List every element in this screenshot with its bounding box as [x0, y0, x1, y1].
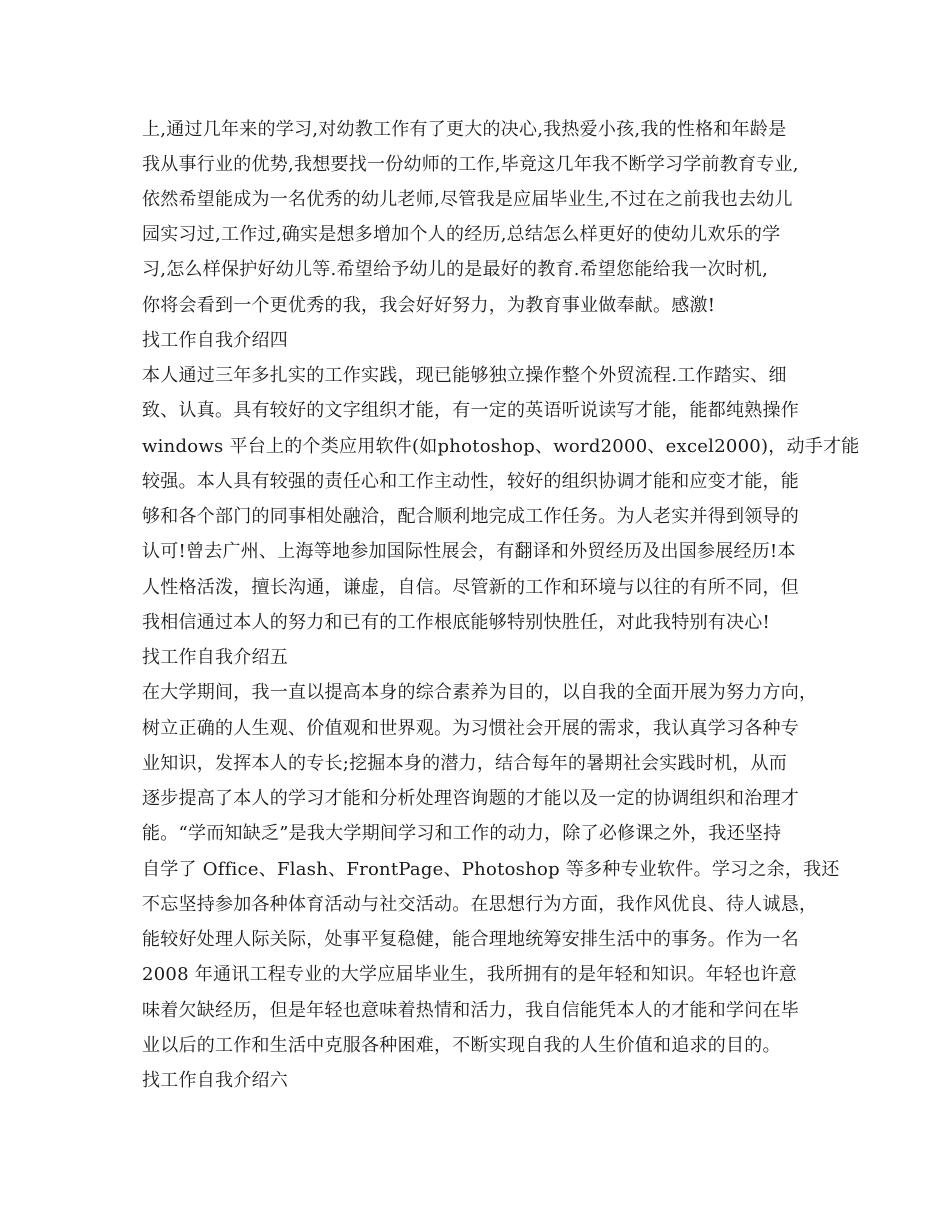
body-line: 不忘坚持参加各种体育活动与社交活动。在思想行为方面，我作风优良、待人诚恳， [142, 894, 818, 915]
section-heading: 找工作自我介绍四 [142, 330, 288, 351]
body-line: 能较好处理人际关际，处事平复稳健，能合理地统筹安排生活中的事务。作为一名 [142, 929, 799, 950]
section-heading: 找工作自我介绍六 [142, 1070, 288, 1091]
body-line: 够和各个部门的同事相处融洽，配合顺利地完成工作任务。为人老实并得到领导的 [142, 506, 799, 527]
body-line: 逐步提高了本人的学习才能和分析处理咨询题的才能以及一定的协调组织和治理才 [142, 788, 799, 809]
body-line: 我从事行业的优势,我想要找一份幼师的工作,毕竟这几年我不断学习学前教育专业, [142, 154, 799, 175]
body-line: 本人通过三年多扎实的工作实践，现已能够独立操作整个外贸流程.工作踏实、细 [142, 365, 787, 386]
body-line: 上,通过几年来的学习,对幼教工作有了更大的决心,我热爱小孩,我的性格和年龄是 [142, 119, 787, 140]
body-line: 业以后的工作和生活中克服各种困难，不断实现自我的人生价值和追求的目的。 [142, 1035, 781, 1056]
section-heading: 找工作自我介绍五 [142, 647, 288, 668]
body-line: 味着欠缺经历，但是年轻也意味着热情和活力，我自信能凭本人的才能和学问在毕 [142, 1000, 799, 1021]
body-line: 业知识，发挥本人的专长;挖掘本身的潜力，结合每年的暑期社会实践时机，从而 [142, 753, 788, 774]
body-line: 较强。本人具有较强的责任心和工作主动性，较好的组织协调才能和应变才能，能 [142, 471, 799, 492]
body-line: 人性格活泼，擅长沟通，谦虚，自信。尽管新的工作和环境与以往的有所不同，但 [142, 577, 799, 598]
body-line: 依然希望能成为一名优秀的幼儿老师,尽管我是应届毕业生,不过在之前我也去幼儿 [142, 189, 793, 210]
body-line: windows 平台上的个类应用软件(如photoshop、word2000、excel2000)，动手才能 [142, 436, 860, 457]
body-line: 自学了 Office、Flash、FrontPage、Photoshop 等多种专业软件。学习之余，我还 [142, 859, 840, 880]
body-line: 能。“学而知缺乏”是我大学期间学习和工作的动力，除了必修课之外，我还坚持 [142, 823, 782, 844]
body-line: 在大学期间，我一直以提高本身的综合素养为目的，以自我的全面开展为努力方向， [142, 682, 818, 703]
body-line: 致、认真。具有较好的文字组织才能，有一定的英语听说读写才能，能都纯熟操作 [142, 400, 799, 421]
body-line: 树立正确的人生观、价值观和世界观。为习惯社会开展的需求，我认真学习各种专 [142, 718, 799, 739]
body-line: 2008 年通讯工程专业的大学应届毕业生，我所拥有的是年轻和知识。年轻也许意 [142, 964, 798, 985]
body-line: 园实习过,工作过,确实是想多增加个人的经历,总结怎么样更好的使幼儿欢乐的学 [142, 224, 781, 245]
body-line: 我相信通过本人的努力和已有的工作根底能够特别快胜任，对此我特别有决心! [142, 612, 770, 633]
body-line: 认可!曾去广州、上海等地参加国际性展会，有翻译和外贸经历及出国参展经历!本 [142, 541, 796, 562]
body-line: 习,怎么样保护好幼儿等.希望给予幼儿的是最好的教育.希望您能给我一次时机, [142, 259, 769, 280]
body-line: 你将会看到一个更优秀的我，我会好好努力，为教育事业做奉献。感激! [142, 295, 716, 316]
